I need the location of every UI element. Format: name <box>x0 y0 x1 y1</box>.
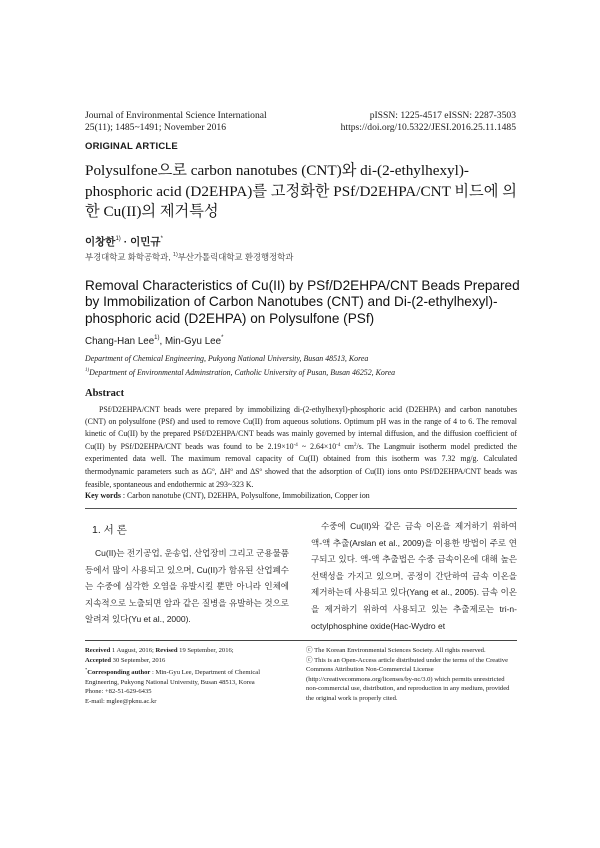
abstract-heading: Abstract <box>85 388 125 399</box>
author-en-1: Chang-Han Lee <box>85 336 155 347</box>
footnote-received <box>85 646 293 707</box>
accepted-date: 30 September, 2016 <box>111 656 166 664</box>
title-english: Removal Characteristics of Cu(II) by PSf/D2EHPA/CNT Beads Prepared by Immobilization of Carbon Nanotubes (CNT) and Di-(2-ethylhexyl)-phosphoric acid (D2EHPA) on Polysulfone (PSf) <box>85 278 520 326</box>
title-korean: Polysulfone으로 carbon nanotubes (CNT)와 di-(2-ethylhexyl)-phosphoric acid (D2EHPA)를 고정화한 PSf/D2EHPA/CNT 비드에 의한 Cu(II)의 제거특성 <box>85 162 517 220</box>
section-title-introduction: 1. 서 론 <box>92 524 127 536</box>
author-2: 이민규 <box>130 236 161 248</box>
accepted-line <box>85 656 293 666</box>
authors-korean <box>85 234 163 249</box>
author-en-2: Min-Gyu Lee <box>164 336 222 347</box>
abstract-text-5: , ΔH <box>214 467 231 477</box>
affil-en-2-wrap <box>85 365 525 379</box>
abstract-exp-5: o <box>230 468 233 474</box>
revised-label: Revised <box>155 647 178 654</box>
copyright-line-1: ⓒ The Korean Environmental Sciences Society. All rights reserved. <box>306 647 486 654</box>
abstract-text-2: ~ 2.64×10 <box>297 442 337 452</box>
abstract-exp-3: 2 <box>354 443 357 449</box>
body-column-right: 수중에 Cu(II)와 같은 금속 이온을 제거하기 위하여 액-액 추출(Arslan et al., 2009)을 이용한 방법이 주로 연구되고 있다. 액-액 추출법은 수중 금속이온에 대해 높은 선택성을 가지고 있으며, 공정이 간단하여 금속 이온을 제거하는데 사용되고 있다(Yang et al., 2005). 금속 이온을 제거하기 위하여 사용되고 있는 추출제로는 tri-n-octylphosphine oxide(Hac-Wydro et <box>311 521 517 631</box>
footnote-divider <box>85 640 517 641</box>
journal-name: Journal of Environmental Science International <box>85 110 267 121</box>
received-date: 1 August, 2016; <box>110 647 156 654</box>
keywords-text: : Carbon nanotube (CNT), D2EHPA, Polysulfone, Immobilization, Copper ion <box>120 491 370 500</box>
author-en-separator: , <box>159 336 165 347</box>
author-2-sup: * <box>160 236 163 242</box>
abstract-text-4: /s. The Langmuir isotherm model predicted the experimented data well. The maximum removal capacity of Cu(II) obtained from this isotherm was 7.32 mg/g. Calculated thermodynamic parameters such as ΔG <box>85 442 517 477</box>
affil-en-2: Department of Environmental Adminstration, Catholic University of Pusan, Busan 46252, Korea <box>89 367 396 377</box>
authors-english <box>85 335 223 347</box>
keywords <box>85 491 517 500</box>
revised-date: 19 September, 2016; <box>177 647 234 654</box>
abstract-exp-2: -4 <box>336 443 341 449</box>
phone: Phone: +82-51-629-6435 <box>85 688 152 696</box>
abstract-exp-6: o <box>259 468 263 474</box>
copyright-line-2: ⓒ This is an Open-Access article distributed under the terms of the Creative Commons Attribution Non-Commercial License (http://creativecommons.org/licenses/by-nc/3.0) which permits unrestricted non-commercial use, distribution, and reproduction in any medium, provided the original work is properly cited. <box>306 656 510 702</box>
keywords-label: Key words <box>85 491 121 500</box>
affil-ko-sup: 1) <box>172 252 178 258</box>
received-line <box>85 646 293 656</box>
doi-link[interactable]: https://doi.org/10.5322/JESI.2016.25.11.1485 <box>340 122 516 133</box>
author-en-1-sup: 1) <box>154 335 160 341</box>
divider <box>85 508 517 509</box>
author-1: 이창한 <box>85 236 116 248</box>
corr-label: Corresponding author <box>87 669 151 677</box>
abstract-text-3: cm <box>340 442 354 452</box>
abstract-exp-1: -4 <box>293 443 298 449</box>
abstract-text-6: and ΔS <box>232 467 260 477</box>
body-column-left: Cu(II)는 전기공업, 운송업, 산업장비 그리고 군용물품 등에서 많이 사용되고 있으며, Cu(II)가 함유된 산업폐수는 수중에 심각한 오염을 유발시킬 뿐만 아니라 인체에 지속적으로 노출되면 암과 같은 질병을 유발하는 것으로 알려져 있다(Yu et al., 2000). <box>85 548 289 625</box>
abstract-body <box>85 404 517 491</box>
affil-en-sup: 1) <box>85 367 90 373</box>
article-type: ORIGINAL ARTICLE <box>85 141 178 152</box>
affiliation-english <box>85 353 525 378</box>
affil-en-1: Department of Chemical Engineering, Pukyong National University, Busan 48513, Korea <box>85 354 369 363</box>
affil-ko-1: 부경대학교 화학공학과, <box>85 252 173 262</box>
corresponding-author <box>85 665 293 687</box>
author-en-2-sup: * <box>221 335 224 341</box>
accepted-label: Accepted <box>85 656 111 664</box>
abstract-exp-4: o <box>212 468 215 474</box>
issn: pISSN: 1225-4517 eISSN: 2287-3503 <box>369 110 516 121</box>
author-separator: · <box>120 236 131 248</box>
email[interactable]: E-mail: mglee@pknu.ac.kr <box>85 697 157 705</box>
journal-header-right <box>341 110 516 134</box>
abstract-text-7: showed that the adsorption of Cu(II) ions onto PSf/D2EHPA/CNT beads was feasible, spontaneous and endothermic at 293~323 K. <box>85 467 517 489</box>
affiliation-korean <box>85 251 293 263</box>
footnote-copyright <box>306 646 517 704</box>
corr-text: : Min-Gyu Lee, Department of Chemical Engineering, Pukyong National University, Busan 48513, Korea <box>85 669 261 686</box>
abstract-text-1: PSf/D2EHPA/CNT beads were prepared by immobilizing di-(2-ethylhexyl)-phosphoric acid (D2EHPA) and carbon nanotubes (CNT) on polysulfone (PSf) and used to remove Cu(II) from aqueous solutions. Optimum pH was in the range of 4 to 6. The removal kinetic of Cu(II) by the prepared PSf/D2EHPA/CNT beads was mainly governed by internal diffusion, and the diffusion coefficient of Cu(II) by PSf/D2EHPA/CNT beads was found to be 2.19×10 <box>85 405 517 452</box>
corr-sup: * <box>85 667 88 673</box>
received-label: Received <box>85 647 111 654</box>
journal-volume: 25(11); 1485~1491; November 2016 <box>85 122 226 133</box>
journal-header-left <box>85 110 267 134</box>
author-1-sup: 1) <box>115 236 121 242</box>
affil-ko-2: 부산가톨릭대학교 환경행정학과 <box>177 252 294 262</box>
